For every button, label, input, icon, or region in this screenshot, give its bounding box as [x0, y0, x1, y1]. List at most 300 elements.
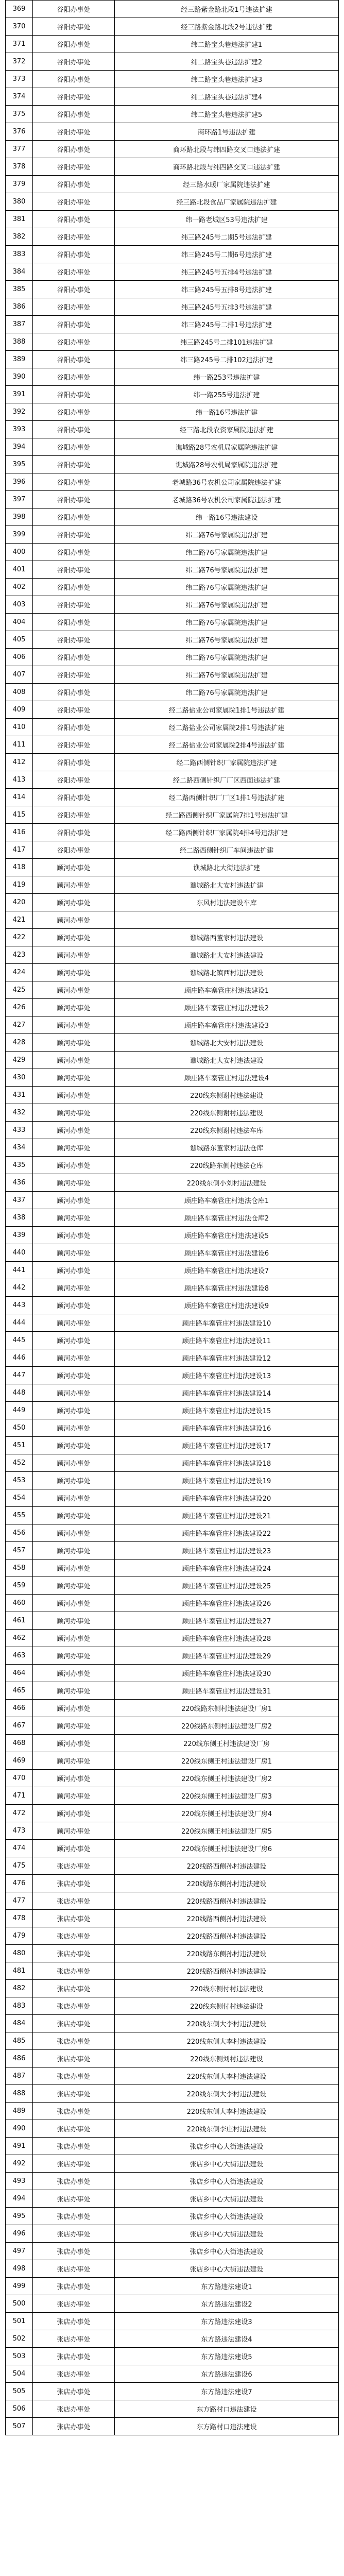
- table-row: [6, 1980, 339, 1997]
- row-number: 418: [6, 859, 33, 876]
- office-name: 顾河办事处: [33, 859, 115, 876]
- violation-description: 张店乡中心大街违法建设: [115, 2138, 339, 2155]
- table-row: [6, 1454, 339, 1472]
- violation-description: 顾庄路车寨管庄村违法建设18: [115, 1454, 339, 1472]
- row-number: 498: [6, 2260, 33, 2278]
- violation-description: 纬二路76号家属院违法扩建: [115, 614, 339, 631]
- table-row: [6, 2085, 339, 2103]
- row-number: 416: [6, 824, 33, 841]
- violation-description: 经三路紫金路北段2号违法扩建: [115, 18, 339, 36]
- table-row: [6, 1875, 339, 1892]
- row-number: 429: [6, 1052, 33, 1069]
- office-name: 谷阳办事处: [33, 141, 115, 158]
- violation-description: 顾庄路车寨管庄村违法建设2: [115, 999, 339, 1016]
- office-name: 张店办事处: [33, 1892, 115, 1910]
- table-row: [6, 1069, 339, 1087]
- row-number: 444: [6, 1314, 33, 1332]
- row-number: 460: [6, 1595, 33, 1612]
- table-row: [6, 491, 339, 509]
- table-row: [6, 1997, 339, 2015]
- row-number: 392: [6, 403, 33, 421]
- row-number: 421: [6, 911, 33, 929]
- office-name: 谷阳办事处: [33, 403, 115, 421]
- office-name: 谷阳办事处: [33, 18, 115, 36]
- row-number: 408: [6, 684, 33, 701]
- table-row: [6, 1910, 339, 1927]
- office-name: 谷阳办事处: [33, 246, 115, 263]
- table-row: [6, 2330, 339, 2348]
- office-name: 顾河办事处: [33, 981, 115, 999]
- row-number: 380: [6, 193, 33, 211]
- table-row: [6, 403, 339, 421]
- violation-description: 顾庄路车寨管庄村违法建设30: [115, 1665, 339, 1682]
- violation-description: 顾庄路车寨管庄村违法建设28: [115, 1630, 339, 1647]
- office-name: 张店办事处: [33, 2295, 115, 2313]
- row-number: 472: [6, 1805, 33, 1822]
- office-name: 顾河办事处: [33, 1595, 115, 1612]
- table-row: [6, 1787, 339, 1805]
- office-name: 张店办事处: [33, 2120, 115, 2138]
- office-name: 顾河办事处: [33, 1700, 115, 1717]
- table-row: [6, 1822, 339, 1840]
- office-name: 谷阳办事处: [33, 36, 115, 53]
- office-name: 顾河办事处: [33, 1402, 115, 1419]
- table-row: [6, 1524, 339, 1542]
- row-number: 391: [6, 386, 33, 403]
- table-row: [6, 981, 339, 999]
- office-name: 谷阳办事处: [33, 386, 115, 403]
- row-number: 412: [6, 754, 33, 771]
- violation-description: 220线东侧谢村违法建设: [115, 1087, 339, 1104]
- office-name: 谷阳办事处: [33, 789, 115, 806]
- office-name: 张店办事处: [33, 2190, 115, 2208]
- row-number: 449: [6, 1402, 33, 1419]
- table-row: [6, 158, 339, 176]
- office-name: 谷阳办事处: [33, 701, 115, 719]
- violation-description: 220线东侧王村违法建设厂房6: [115, 1840, 339, 1857]
- office-name: 谷阳办事处: [33, 561, 115, 579]
- office-name: 顾河办事处: [33, 1560, 115, 1577]
- violation-description: 谯城路北镇西村违法建设: [115, 964, 339, 981]
- row-number: 423: [6, 946, 33, 964]
- office-name: 谷阳办事处: [33, 263, 115, 281]
- violation-description: 纬二路宝头巷违法扩建5: [115, 106, 339, 123]
- table-row: [6, 1279, 339, 1297]
- violation-description: 经三路北段食品厂家属院违法扩建: [115, 193, 339, 211]
- office-name: 谷阳办事处: [33, 754, 115, 771]
- table-row: [6, 1630, 339, 1647]
- office-name: 顾河办事处: [33, 1752, 115, 1770]
- office-name: 顾河办事处: [33, 1665, 115, 1682]
- row-number: 503: [6, 2348, 33, 2365]
- office-name: 谷阳办事处: [33, 509, 115, 526]
- row-number: 389: [6, 351, 33, 368]
- violation-description: 纬三路245号二期6号违法扩建: [115, 246, 339, 263]
- table-row: [6, 316, 339, 333]
- row-number: 461: [6, 1612, 33, 1630]
- table-row: [6, 1665, 339, 1682]
- row-number: 459: [6, 1577, 33, 1595]
- office-name: 谷阳办事处: [33, 806, 115, 824]
- office-name: 顾河办事处: [33, 1174, 115, 1192]
- row-number: 419: [6, 876, 33, 894]
- table-row: [6, 1384, 339, 1402]
- records-table: [5, 0, 339, 2435]
- violation-description: 经二路西侧针织厂家属院7排1号违法扩建: [115, 806, 339, 824]
- row-number: 501: [6, 2313, 33, 2330]
- table-row: [6, 614, 339, 631]
- violation-description: 东方路违法建设6: [115, 2365, 339, 2383]
- table-row: [6, 141, 339, 158]
- office-name: 张店办事处: [33, 2050, 115, 2067]
- table-row: [6, 1472, 339, 1489]
- violation-description: 顾庄路车寨管庄村违法建设9: [115, 1297, 339, 1314]
- office-name: 张店办事处: [33, 1875, 115, 1892]
- row-number: 414: [6, 789, 33, 806]
- office-name: 张店办事处: [33, 1962, 115, 1980]
- row-number: 467: [6, 1717, 33, 1735]
- row-number: 378: [6, 158, 33, 176]
- table-row: [6, 894, 339, 911]
- violation-description: 顾庄路车寨管庄村违法建设29: [115, 1647, 339, 1665]
- row-number: 402: [6, 579, 33, 596]
- office-name: 谷阳办事处: [33, 596, 115, 614]
- table-row: [6, 1560, 339, 1577]
- office-name: 顾河办事处: [33, 1297, 115, 1314]
- row-number: 500: [6, 2295, 33, 2313]
- office-name: 顾河办事处: [33, 1840, 115, 1857]
- violation-description: 220线东侧大李村违法建设: [115, 2103, 339, 2120]
- violation-description: 220线路东侧村违法仓库: [115, 1157, 339, 1174]
- violation-description: 220线东侧大李村违法建设: [115, 2015, 339, 2032]
- table-row: [6, 176, 339, 193]
- row-number: 502: [6, 2330, 33, 2348]
- row-number: 438: [6, 1209, 33, 1227]
- violation-description: 220线东侧王村违法建设厂房2: [115, 1770, 339, 1787]
- row-number: 439: [6, 1227, 33, 1244]
- office-name: 谷阳办事处: [33, 824, 115, 841]
- row-number: 434: [6, 1139, 33, 1157]
- office-name: 顾河办事处: [33, 1437, 115, 1454]
- violation-description: 220线东侧大李村违法建设: [115, 2085, 339, 2103]
- office-name: 谷阳办事处: [33, 193, 115, 211]
- table-row: [6, 859, 339, 876]
- table-row: [6, 106, 339, 123]
- violation-description: 谯城路北大安村违法建设: [115, 1052, 339, 1069]
- office-name: 张店办事处: [33, 2365, 115, 2383]
- table-row: [6, 579, 339, 596]
- table-row: [6, 2400, 339, 2418]
- table-row: [6, 1489, 339, 1507]
- office-name: 张店办事处: [33, 1927, 115, 1945]
- office-name: 张店办事处: [33, 2155, 115, 2173]
- table-row: [6, 1507, 339, 1524]
- office-name: 顾河办事处: [33, 1735, 115, 1752]
- table-row: [6, 666, 339, 684]
- row-number: 482: [6, 1980, 33, 1997]
- row-number: 441: [6, 1262, 33, 1279]
- violation-description: 谯城路北大安村违法建设: [115, 1034, 339, 1052]
- violation-description: 220线路东侧村违法建设厂房2: [115, 1717, 339, 1735]
- office-name: 顾河办事处: [33, 1472, 115, 1489]
- violation-description: 纬一路253号违法扩建: [115, 368, 339, 386]
- table-row: [6, 2173, 339, 2190]
- office-name: 谷阳办事处: [33, 473, 115, 491]
- table-row: [6, 1857, 339, 1875]
- row-number: 376: [6, 123, 33, 141]
- office-name: 谷阳办事处: [33, 579, 115, 596]
- table-row: [6, 964, 339, 981]
- table-row: [6, 631, 339, 649]
- row-number: 424: [6, 964, 33, 981]
- row-number: 428: [6, 1034, 33, 1052]
- table-row: [6, 841, 339, 859]
- violation-description: 纬一路老城区53号违法扩建: [115, 211, 339, 228]
- table-row: [6, 2208, 339, 2225]
- table-row: [6, 946, 339, 964]
- row-number: 452: [6, 1454, 33, 1472]
- row-number: 411: [6, 736, 33, 754]
- row-number: 415: [6, 806, 33, 824]
- office-name: 顾河办事处: [33, 1805, 115, 1822]
- violation-description: 220线东侧王村违法建设厂房3: [115, 1787, 339, 1805]
- office-name: 张店办事处: [33, 2330, 115, 2348]
- violation-description: 纬二路76号家属院违法扩建: [115, 596, 339, 614]
- violation-description: 经二路盐业公司家属院2排4号违法扩建: [115, 736, 339, 754]
- table-row: [6, 1647, 339, 1665]
- row-number: 399: [6, 526, 33, 544]
- violation-description: 纬三路245号二排1号违法扩建: [115, 316, 339, 333]
- violation-description: 纬三路245号五排8号违法扩建: [115, 281, 339, 298]
- table-row: [6, 211, 339, 228]
- table-row: [6, 1419, 339, 1437]
- violation-description: 经二路盐业公司家属院2排1号违法扩建: [115, 719, 339, 736]
- table-row: [6, 1262, 339, 1279]
- table-row: [6, 368, 339, 386]
- table-row: [6, 2225, 339, 2243]
- violation-description: 东方路违法建设2: [115, 2295, 339, 2313]
- violation-description: 纬三路245号二排101违法扩建: [115, 333, 339, 351]
- office-name: 谷阳办事处: [33, 176, 115, 193]
- office-name: 谷阳办事处: [33, 158, 115, 176]
- office-name: 张店办事处: [33, 2278, 115, 2295]
- violation-description: 纬三路245号五排4号违法扩建: [115, 263, 339, 281]
- row-number: 383: [6, 246, 33, 263]
- row-number: 420: [6, 894, 33, 911]
- violation-description: 220线东侧大李村违法建设: [115, 2032, 339, 2050]
- table-row: [6, 2365, 339, 2383]
- table-row: [6, 929, 339, 946]
- office-name: 谷阳办事处: [33, 298, 115, 316]
- row-number: 431: [6, 1087, 33, 1104]
- office-name: 张店办事处: [33, 1997, 115, 2015]
- table-row: [6, 2313, 339, 2330]
- violation-description: 纬二路宝头巷违法扩建1: [115, 36, 339, 53]
- row-number: 443: [6, 1297, 33, 1314]
- row-number: 406: [6, 649, 33, 666]
- violation-description: 纬二路宝头巷违法扩建4: [115, 88, 339, 106]
- office-name: 顾河办事处: [33, 876, 115, 894]
- violation-description: 顾庄路车寨管庄村违法建设12: [115, 1349, 339, 1367]
- table-row: [6, 1244, 339, 1262]
- row-number: 476: [6, 1875, 33, 1892]
- violation-description: 纬二路76号家属院违法扩建: [115, 526, 339, 544]
- violation-description: 经二路西侧针织厂厂区西面违法扩建: [115, 771, 339, 789]
- office-name: 谷阳办事处: [33, 123, 115, 141]
- office-name: 顾河办事处: [33, 1384, 115, 1402]
- violation-description: 谯城路北大安村违法建设: [115, 946, 339, 964]
- violation-description: 张店乡中心大街违法建设: [115, 2243, 339, 2260]
- row-number: 481: [6, 1962, 33, 1980]
- table-row: [6, 2260, 339, 2278]
- row-number: 464: [6, 1665, 33, 1682]
- table-row: [6, 999, 339, 1016]
- violation-description: 顾庄路车寨管庄村违法建设20: [115, 1489, 339, 1507]
- violation-description: 纬三路245号二期5号违法扩建: [115, 228, 339, 246]
- table-row: [6, 1735, 339, 1752]
- row-number: 386: [6, 298, 33, 316]
- table-row: [6, 1157, 339, 1174]
- row-number: 369: [6, 1, 33, 18]
- table-row: [6, 18, 339, 36]
- row-number: 454: [6, 1489, 33, 1507]
- office-name: 谷阳办事处: [33, 1, 115, 18]
- row-number: 478: [6, 1910, 33, 1927]
- violation-description: 经二路西侧针织厂厂区1排1号违法扩建: [115, 789, 339, 806]
- row-number: 451: [6, 1437, 33, 1454]
- row-number: 473: [6, 1822, 33, 1840]
- office-name: 顾河办事处: [33, 1262, 115, 1279]
- office-name: 谷阳办事处: [33, 544, 115, 561]
- office-name: 顾河办事处: [33, 1069, 115, 1087]
- row-number: 484: [6, 2015, 33, 2032]
- table-row: [6, 1770, 339, 1787]
- table-row: [6, 2383, 339, 2400]
- row-number: 413: [6, 771, 33, 789]
- violation-description: 经二路西侧针织厂家属院违法扩建: [115, 754, 339, 771]
- office-name: 顾河办事处: [33, 1419, 115, 1437]
- row-number: 401: [6, 561, 33, 579]
- table-row: [6, 71, 339, 88]
- row-number: 506: [6, 2400, 33, 2418]
- table-row: [6, 298, 339, 316]
- row-number: 463: [6, 1647, 33, 1665]
- violation-description: 谯城路北大安村违法扩建: [115, 876, 339, 894]
- table-row: [6, 1174, 339, 1192]
- row-number: 457: [6, 1542, 33, 1560]
- office-name: 张店办事处: [33, 1857, 115, 1875]
- table-row: [6, 1595, 339, 1612]
- table-row: [6, 526, 339, 544]
- row-number: 409: [6, 701, 33, 719]
- violation-description: 220线东侧付村违法建设: [115, 1997, 339, 2015]
- row-number: 504: [6, 2365, 33, 2383]
- violation-description: 顾庄路车寨管庄村违法建设13: [115, 1367, 339, 1384]
- office-name: 顾河办事处: [33, 1349, 115, 1367]
- office-name: 顾河办事处: [33, 1489, 115, 1507]
- violation-description: 顾庄路车寨管庄村违法建设6: [115, 1244, 339, 1262]
- violation-description: 顾庄路车寨管庄村违法建设14: [115, 1384, 339, 1402]
- office-name: 谷阳办事处: [33, 684, 115, 701]
- violation-description: 经三路水暖厂家属院违法扩建: [115, 176, 339, 193]
- row-number: 479: [6, 1927, 33, 1945]
- office-name: 谷阳办事处: [33, 491, 115, 509]
- row-number: 403: [6, 596, 33, 614]
- table-row: [6, 2103, 339, 2120]
- violation-description: 经二路盐业公司家属院1排1号违法扩建: [115, 701, 339, 719]
- row-number: 453: [6, 1472, 33, 1489]
- office-name: 谷阳办事处: [33, 53, 115, 71]
- row-number: 377: [6, 141, 33, 158]
- row-number: 470: [6, 1770, 33, 1787]
- office-name: 顾河办事处: [33, 999, 115, 1016]
- table-row: [6, 2295, 339, 2313]
- row-number: 405: [6, 631, 33, 649]
- row-number: 442: [6, 1279, 33, 1297]
- violation-description: 220线东侧王村违法建设厂房1: [115, 1752, 339, 1770]
- office-name: 谷阳办事处: [33, 316, 115, 333]
- table-row: [6, 2278, 339, 2295]
- violation-description: 张店乡中心大街违法建设: [115, 2208, 339, 2225]
- office-name: 顾河办事处: [33, 1542, 115, 1560]
- table-row: [6, 2418, 339, 2435]
- office-name: 顾河办事处: [33, 1787, 115, 1805]
- violation-description: 220线路西侧孙村违法建设: [115, 1927, 339, 1945]
- office-name: 谷阳办事处: [33, 106, 115, 123]
- office-name: 顾河办事处: [33, 1454, 115, 1472]
- office-name: 顾河办事处: [33, 1034, 115, 1052]
- violation-description: 220线东侧李庄村违法建设: [115, 2120, 339, 2138]
- table-row: [6, 53, 339, 71]
- violation-description: 东方路违法建设1: [115, 2278, 339, 2295]
- violation-description: 纬二路76号家属院违法扩建: [115, 684, 339, 701]
- violation-description: 经三路北段农资家属院违法扩建: [115, 421, 339, 438]
- table-row: [6, 806, 339, 824]
- row-number: 496: [6, 2225, 33, 2243]
- row-number: 458: [6, 1560, 33, 1577]
- office-name: 张店办事处: [33, 2400, 115, 2418]
- violation-description: 顾庄路车寨管庄村违法仓库1: [115, 1192, 339, 1209]
- office-name: 顾河办事处: [33, 1647, 115, 1665]
- violation-description: 纬三路245号五排3号违法扩建: [115, 298, 339, 316]
- violation-description: 谯城路西董家村违法建设: [115, 929, 339, 946]
- row-number: 425: [6, 981, 33, 999]
- row-number: 430: [6, 1069, 33, 1087]
- table-row: [6, 1192, 339, 1209]
- office-name: 顾河办事处: [33, 1016, 115, 1034]
- office-name: 谷阳办事处: [33, 649, 115, 666]
- table-row: [6, 351, 339, 368]
- row-number: 450: [6, 1419, 33, 1437]
- table-row: [6, 1367, 339, 1384]
- office-name: 顾河办事处: [33, 894, 115, 911]
- row-number: 433: [6, 1122, 33, 1139]
- row-number: 370: [6, 18, 33, 36]
- office-name: 张店办事处: [33, 1910, 115, 1927]
- violation-description: 220线路西侧孙村违法建设: [115, 1962, 339, 1980]
- table-row: [6, 1016, 339, 1034]
- violation-description: 顾庄路车寨管庄村违法建设17: [115, 1437, 339, 1454]
- row-number: 395: [6, 456, 33, 473]
- office-name: 张店办事处: [33, 1980, 115, 1997]
- row-number: 490: [6, 2120, 33, 2138]
- table-row: [6, 736, 339, 754]
- violation-description: 顾庄路车寨管庄村违法建设25: [115, 1577, 339, 1595]
- row-number: 507: [6, 2418, 33, 2435]
- office-name: 张店办事处: [33, 2173, 115, 2190]
- violation-description: 东方路违法建设5: [115, 2348, 339, 2365]
- office-name: 顾河办事处: [33, 1577, 115, 1595]
